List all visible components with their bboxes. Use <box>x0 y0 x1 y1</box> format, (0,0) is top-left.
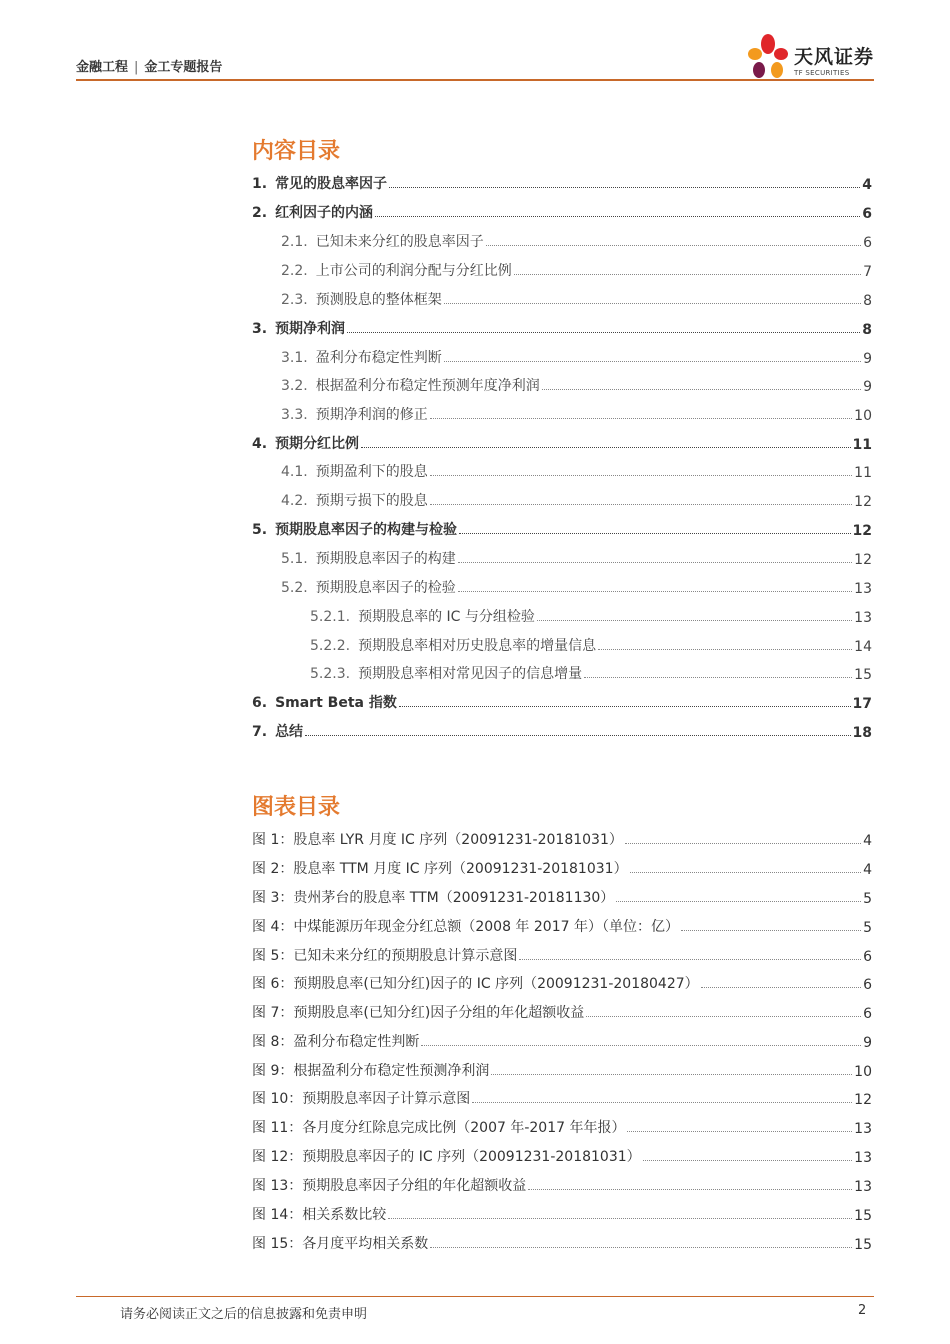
toc-entry-page: 18 <box>852 725 872 741</box>
dot-leader <box>627 1131 852 1132</box>
dot-leader <box>586 1016 861 1017</box>
toc-entry-number: 5.1. <box>281 551 308 567</box>
toc-entry[interactable] <box>281 375 872 395</box>
toc-entry-text: 预期股息率的 IC 与分组检验 <box>358 609 535 625</box>
toc-entry-page: 4 <box>862 177 872 193</box>
tf-securities-logo <box>746 32 876 82</box>
dot-leader <box>701 987 861 988</box>
toc-entry-text: 预期净利润的修正 <box>315 407 428 423</box>
dot-leader <box>630 872 862 873</box>
figure-entry[interactable] <box>252 829 872 849</box>
figure-entry-page: 4 <box>863 862 872 878</box>
figure-entry-page: 4 <box>863 833 872 849</box>
toc-entry-text: 预期分红比例 <box>275 436 360 452</box>
toc-entry[interactable] <box>252 721 872 741</box>
toc-entry-page: 7 <box>863 264 872 280</box>
category-label: 金融工程 <box>76 60 129 75</box>
logo-subtitle: TF SECURITIES <box>794 69 850 77</box>
toc-entry-label <box>281 289 442 309</box>
figure-entry-page: 5 <box>863 920 872 936</box>
toc-entry-text: 红利因子的内涵 <box>275 205 374 221</box>
toc-entry-number: 2.2. <box>281 263 308 279</box>
dot-leader <box>491 1074 852 1075</box>
toc-entry-number: 3. <box>252 321 268 337</box>
toc-entry-number: 5.2.2. <box>310 638 351 654</box>
dot-leader <box>347 332 860 333</box>
toc-entry-text: 预期股息率因子的构建 <box>315 551 456 567</box>
toc-entry-text: 上市公司的利润分配与分红比例 <box>315 263 512 279</box>
toc-entry-page: 12 <box>852 523 872 539</box>
figure-entry-label: 图 2：股息率 TTM 月度 IC 序列（20091231-20181031） <box>252 861 628 877</box>
toc-entry-label <box>281 375 540 395</box>
toc-entry[interactable] <box>281 577 872 597</box>
toc-entry-number: 5.2.1. <box>310 609 351 625</box>
figure-entry[interactable] <box>252 1002 872 1022</box>
figure-entry[interactable] <box>252 1088 872 1108</box>
dot-leader <box>459 533 850 534</box>
toc-entry-label <box>310 606 535 626</box>
figure-entry[interactable] <box>252 1233 872 1253</box>
toc-entry-number: 4.2. <box>281 493 308 509</box>
toc-entry[interactable] <box>252 173 872 193</box>
toc-entry-number: 2.3. <box>281 292 308 308</box>
toc-entry-text: 预期亏损下的股息 <box>315 493 428 509</box>
toc-entry-text: 预期股息率因子的检验 <box>315 580 456 596</box>
toc-entry-text: 根据盈利分布稳定性预测年度净利润 <box>315 378 540 394</box>
dot-leader <box>430 504 852 505</box>
figure-list-title: 图表目录 <box>252 795 341 820</box>
dot-leader <box>458 562 852 563</box>
toc-entry[interactable] <box>252 692 872 712</box>
figure-entry-page: 6 <box>863 949 872 965</box>
figure-entry[interactable] <box>252 1060 872 1080</box>
dot-leader <box>486 245 861 246</box>
dot-leader <box>430 475 852 476</box>
figure-entry[interactable] <box>252 916 872 936</box>
toc-entry[interactable] <box>252 318 872 338</box>
toc-entry-page: 6 <box>862 206 872 222</box>
toc-entry-number: 5.2.3. <box>310 666 351 682</box>
header-separator: | <box>134 60 139 75</box>
dot-leader <box>430 418 852 419</box>
dot-leader <box>399 706 851 707</box>
toc-entry-label <box>281 577 456 597</box>
figure-entry-label: 图 8：盈利分布稳定性判断 <box>252 1034 420 1050</box>
dot-leader <box>528 1189 852 1190</box>
figure-entry[interactable] <box>252 1204 872 1224</box>
figure-entry[interactable] <box>252 1117 872 1137</box>
toc-entry-label <box>252 433 359 453</box>
flower-logo-icon <box>746 32 790 82</box>
toc-entry[interactable] <box>281 347 872 367</box>
toc-entry-page: 9 <box>863 351 872 367</box>
dot-leader <box>584 677 852 678</box>
toc-entry-text: 预期股息率相对常见因子的信息增量 <box>358 666 583 682</box>
report-category <box>76 56 222 75</box>
figure-entry-label: 图 1：股息率 LYR 月度 IC 序列（20091231-20181031） <box>252 832 623 848</box>
toc-entry-text: 预测股息的整体框架 <box>315 292 442 308</box>
toc-entry-page: 11 <box>852 437 872 453</box>
toc-entry-page: 11 <box>854 465 872 481</box>
toc-entry-number: 5. <box>252 522 268 538</box>
toc-entry-page: 15 <box>854 667 872 683</box>
figure-entry-page: 5 <box>863 891 872 907</box>
figure-entry-label: 图 10：预期股息率因子计算示意图 <box>252 1091 471 1107</box>
figure-entry-page: 9 <box>863 1035 872 1051</box>
dot-leader <box>472 1102 852 1103</box>
toc-entry-page: 14 <box>854 639 872 655</box>
toc-entry-page: 10 <box>854 408 872 424</box>
figure-entry[interactable] <box>252 1031 872 1051</box>
toc-entry[interactable] <box>310 606 872 626</box>
toc-entry-label <box>252 721 303 741</box>
footer-divider <box>76 1296 874 1297</box>
toc-entry-label <box>281 347 442 367</box>
dot-leader <box>519 959 861 960</box>
dot-leader <box>514 274 861 275</box>
figure-entry[interactable] <box>252 1146 872 1166</box>
toc-entry-label <box>281 404 428 424</box>
toc-entry-number: 3.3. <box>281 407 308 423</box>
toc-title: 内容目录 <box>252 139 341 164</box>
footer-disclaimer: 请务必阅读正文之后的信息披露和免责申明 <box>120 1307 368 1322</box>
figure-entry-label: 图 12：预期股息率因子的 IC 序列（20091231-20181031） <box>252 1149 641 1165</box>
toc-entry[interactable] <box>281 461 872 481</box>
toc-entry-label <box>252 318 345 338</box>
toc-entry-page: 6 <box>863 235 872 251</box>
dot-leader <box>458 591 852 592</box>
header-divider <box>76 79 874 81</box>
dot-leader <box>430 1247 852 1248</box>
dot-leader <box>421 1045 861 1046</box>
toc-entry[interactable] <box>281 548 872 568</box>
figure-entry-label: 图 15：各月度平均相关系数 <box>252 1236 429 1252</box>
toc-entry[interactable] <box>252 433 872 453</box>
toc-entry[interactable] <box>310 635 872 655</box>
figure-entry-label: 图 6：预期股息率(已知分红)因子的 IC 序列（20091231-20180427） <box>252 976 699 992</box>
report-type-label: 金工专题报告 <box>144 60 223 75</box>
dot-leader <box>444 303 861 304</box>
toc-entry-page: 8 <box>863 293 872 309</box>
toc-entry-number: 7. <box>252 724 268 740</box>
toc-entry-label <box>281 260 512 280</box>
toc-entry-page: 8 <box>862 322 872 338</box>
figure-entry-page: 13 <box>854 1150 872 1166</box>
toc-entry-number: 3.2. <box>281 378 308 394</box>
figure-entry[interactable] <box>252 1175 872 1195</box>
toc-entry-label <box>310 635 596 655</box>
toc-entry[interactable] <box>310 663 872 683</box>
toc-entry-number: 4. <box>252 436 268 452</box>
toc-entry-label <box>281 461 428 481</box>
toc-entry-number: 3.1. <box>281 350 308 366</box>
toc-entry-text: 总结 <box>275 724 304 740</box>
toc-entry-label <box>252 519 457 539</box>
dot-leader <box>681 930 861 931</box>
figure-entry[interactable] <box>252 858 872 878</box>
figure-entry-label: 图 13：预期股息率因子分组的年化超额收益 <box>252 1178 527 1194</box>
toc-entry[interactable] <box>252 519 872 539</box>
page-number: 2 <box>858 1303 867 1318</box>
dot-leader <box>361 447 850 448</box>
toc-entry-text: 预期盈利下的股息 <box>315 464 428 480</box>
toc-entry-text: Smart Beta 指数 <box>275 695 397 711</box>
toc-entry-text: 常见的股息率因子 <box>275 176 388 192</box>
toc-entry-number: 5.2. <box>281 580 308 596</box>
dot-leader <box>643 1160 853 1161</box>
toc-entry-page: 13 <box>854 581 872 597</box>
figure-entry-label: 图 3：贵州茅台的股息率 TTM（20091231-20181130） <box>252 890 615 906</box>
figure-entry-page: 13 <box>854 1121 872 1137</box>
toc-entry[interactable] <box>252 202 872 222</box>
toc-entry-page: 12 <box>854 494 872 510</box>
toc-entry-number: 2.1. <box>281 234 308 250</box>
toc-entry[interactable] <box>281 231 872 251</box>
figure-entry-page: 10 <box>854 1064 872 1080</box>
dot-leader <box>444 361 861 362</box>
dot-leader <box>389 187 860 188</box>
figure-entry-label: 图 9：根据盈利分布稳定性预测净利润 <box>252 1063 490 1079</box>
toc-entry-label <box>252 202 373 222</box>
toc-entry-text: 预期股息率因子的构建与检验 <box>275 522 458 538</box>
toc-entry[interactable] <box>281 490 872 510</box>
toc-entry-label <box>252 173 387 193</box>
toc-entry-number: 2. <box>252 205 268 221</box>
figure-entry[interactable] <box>252 887 872 907</box>
dot-leader <box>625 843 861 844</box>
dot-leader <box>598 649 852 650</box>
toc-entry-number: 1. <box>252 176 268 192</box>
toc-entry-page: 13 <box>854 610 872 626</box>
figure-entry[interactable] <box>252 945 872 965</box>
figure-entry-page: 15 <box>854 1208 872 1224</box>
toc-entry-page: 17 <box>852 696 872 712</box>
toc-entry-text: 已知未来分红的股息率因子 <box>315 234 484 250</box>
toc-entry-label <box>281 548 456 568</box>
toc-entry-text: 盈利分布稳定性判断 <box>315 350 442 366</box>
figure-entry-page: 13 <box>854 1179 872 1195</box>
toc-entry-page: 9 <box>863 379 872 395</box>
dot-leader <box>537 620 852 621</box>
toc-entry-label <box>252 692 397 712</box>
dot-leader <box>542 389 861 390</box>
figure-entry-label: 图 5：已知未来分红的预期股息计算示意图 <box>252 948 518 964</box>
toc-entry[interactable] <box>281 289 872 309</box>
figure-entry[interactable] <box>252 973 872 993</box>
dot-leader <box>305 735 850 736</box>
toc-entry-number: 6. <box>252 695 268 711</box>
logo-name: 天风证券 <box>794 46 875 68</box>
figure-entry-page: 15 <box>854 1237 872 1253</box>
toc-entry[interactable] <box>281 260 872 280</box>
toc-entry-label <box>281 231 484 251</box>
dot-leader <box>388 1218 852 1219</box>
figure-entry-label: 图 7：预期股息率(已知分红)因子分组的年化超额收益 <box>252 1005 585 1021</box>
dot-leader <box>616 901 861 902</box>
dot-leader <box>375 216 860 217</box>
figure-entry-label: 图 4：中煤能源历年现金分红总额（2008 年 2017 年）（单位：亿） <box>252 919 679 935</box>
toc-entry-label <box>310 663 582 683</box>
toc-entry-text: 预期净利润 <box>275 321 346 337</box>
toc-entry-label <box>281 490 428 510</box>
toc-entry-page: 12 <box>854 552 872 568</box>
toc-entry[interactable] <box>281 404 872 424</box>
figure-entry-page: 12 <box>854 1092 872 1108</box>
figure-entry-page: 6 <box>863 1006 872 1022</box>
toc-entry-number: 4.1. <box>281 464 308 480</box>
figure-entry-page: 6 <box>863 977 872 993</box>
figure-entry-label: 图 11：各月度分红除息完成比例（2007 年-2017 年年报） <box>252 1120 626 1136</box>
toc-entry-text: 预期股息率相对历史股息率的增量信息 <box>358 638 597 654</box>
figure-entry-label: 图 14：相关系数比较 <box>252 1207 387 1223</box>
